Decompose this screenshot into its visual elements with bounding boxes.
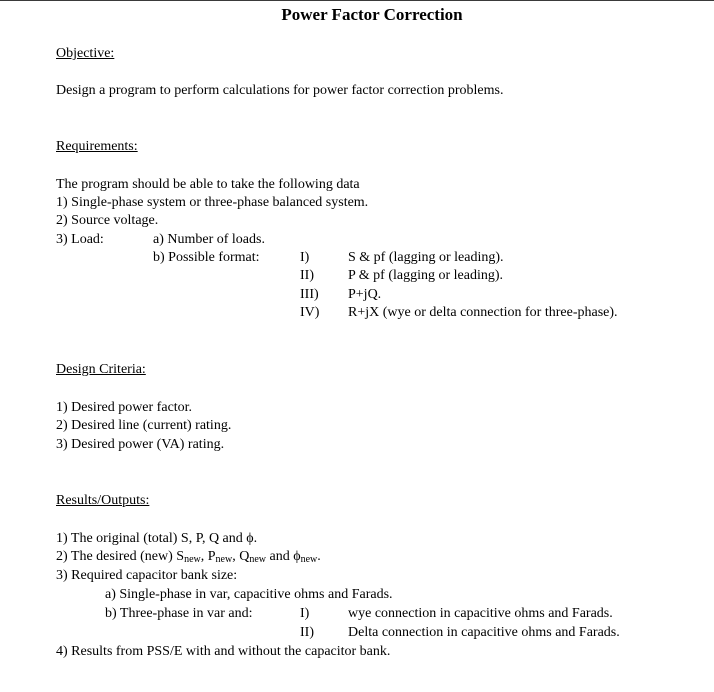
phi-new-symbol: $\phi_{new}$ <box>293 549 318 565</box>
results-item-2: 2) The desired (new) $S_{new}$, $P_{new}$, $Q_{new}$ and $\phi_{new}$. <box>56 549 321 565</box>
objective-heading: Objective: <box>56 46 115 61</box>
format-text-1: S & pf (lagging or leading). <box>348 250 504 265</box>
load-option-b: b) Possible format: <box>153 250 260 265</box>
p-new-symbol: $P_{new}$ <box>207 549 233 565</box>
results-item-4: 4) Results from PSS/E with and without the capacitor bank. <box>56 644 391 659</box>
results-item-3: 3) Required capacitor bank size: <box>56 568 238 583</box>
load-option-a: a) Number of loads. <box>153 232 265 247</box>
results-item-2-prefix: 2) The desired (new) <box>56 549 177 564</box>
design-criteria-item-2: 2) Desired line (current) rating. <box>56 418 232 433</box>
design-criteria-heading: Design Criteria: <box>56 362 146 377</box>
top-border-line <box>0 0 714 1</box>
results-item-3-b: b) Three-phase in var and: <box>105 606 253 621</box>
requirements-item-3-label: 3) Load: <box>56 232 104 247</box>
requirements-item-1: 1) Single-phase system or three-phase balanced system. <box>56 195 369 210</box>
design-criteria-item-3: 3) Desired power (VA) rating. <box>56 437 225 452</box>
document-title: Power Factor Correction <box>281 5 463 24</box>
s-new-symbol: $S_{new}$ <box>176 549 201 565</box>
format-num-4: IV) <box>300 305 320 320</box>
format-text-4: R+jX (wye or delta connection for three-phase). <box>348 305 618 320</box>
results-item-3-b-text-2: Delta connection in capacitive ohms and Farads. <box>348 625 620 640</box>
format-text-2: P & pf (lagging or leading). <box>348 268 504 283</box>
results-item-3-b-num-1: I) <box>300 606 310 621</box>
format-num-1: I) <box>300 250 310 265</box>
results-item-1: 1) The original (total) S, P, Q and ϕ. <box>56 531 258 546</box>
format-text-3: P+jQ. <box>348 287 382 302</box>
format-num-2: II) <box>300 268 314 283</box>
q-new-symbol: $Q_{new}$ <box>239 549 266 565</box>
format-num-3: III) <box>300 287 319 302</box>
results-item-3-a: a) Single-phase in var, capacitive ohms and Farads. <box>105 587 393 602</box>
requirements-intro: The program should be able to take the following data <box>56 177 360 192</box>
requirements-item-2: 2) Source voltage. <box>56 213 159 228</box>
results-heading: Results/Outputs: <box>56 493 150 508</box>
design-criteria-item-1: 1) Desired power factor. <box>56 400 193 415</box>
requirements-heading: Requirements: <box>56 139 138 154</box>
results-item-3-b-text-1: wye connection in capacitive ohms and Farads. <box>348 606 613 621</box>
results-item-3-b-num-2: II) <box>300 625 314 640</box>
objective-text: Design a program to perform calculations for power factor correction problems. <box>56 83 504 98</box>
